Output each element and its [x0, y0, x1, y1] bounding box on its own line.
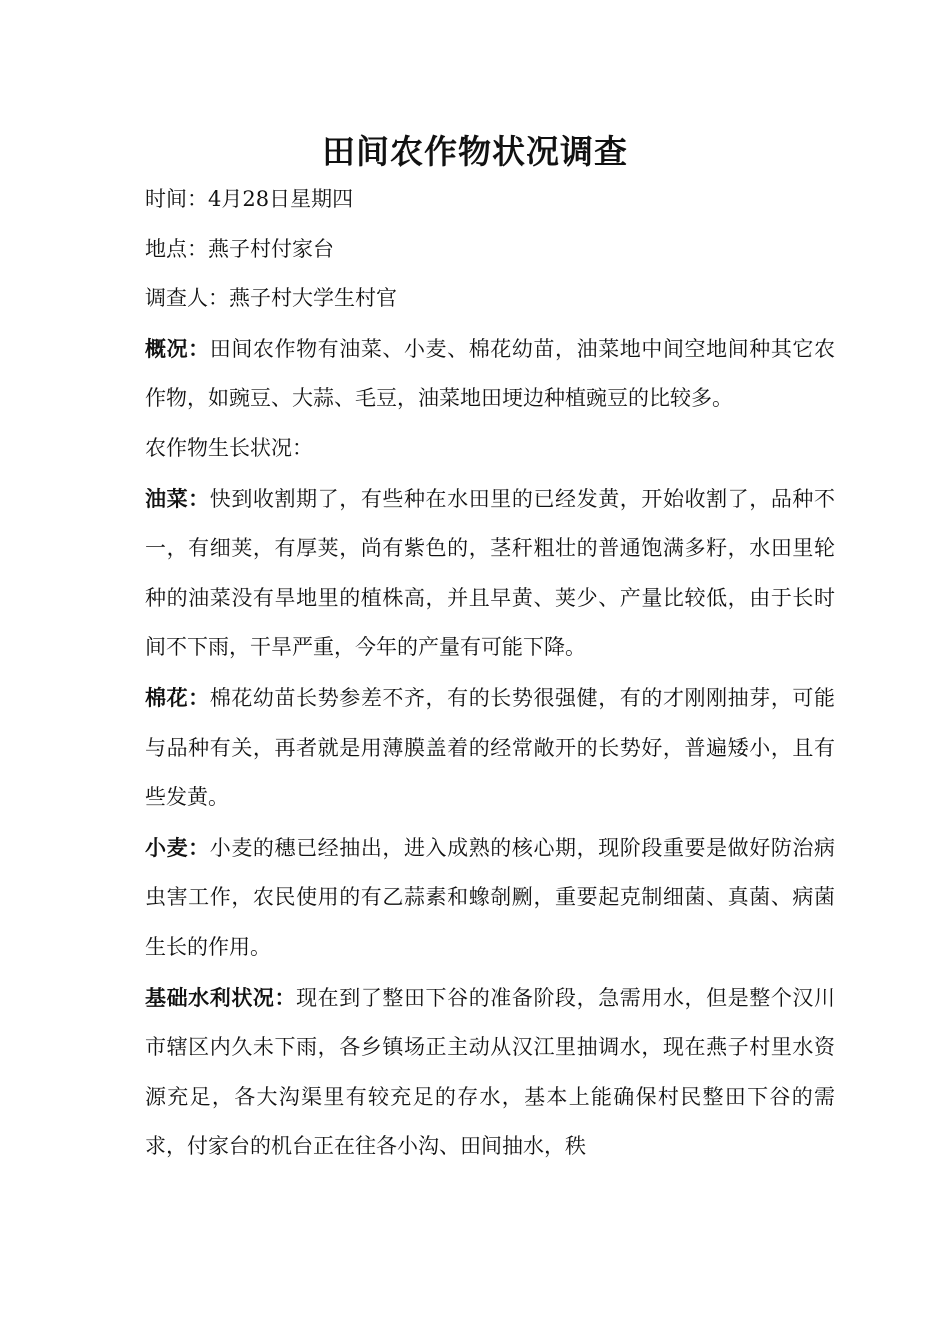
document-title: 田间农作物状况调查: [322, 132, 628, 171]
irrigation-label: 基础水利状况：: [145, 984, 297, 1010]
irrigation-text: 现在到了整田下谷的准备阶段，急需用水，但是整个汉川市辖区内久未下雨，各乡镇场正主动从汉江里抽调水，现在燕子村里水资源充足，各大沟渠里有较充足的存水，基本上能确保村民整田下谷的需求，付家台的机台正在往各小沟、田间抽水，秩: [145, 985, 836, 1159]
time-line: 时间：4月28日星期四: [145, 187, 354, 211]
overview-text: 田间农作物有油菜、小麦、棉花幼苗，油菜地中间空地间种其它农作物，如豌豆、大蒜、毛豆，油菜地田埂边种植豌豆的比较多。: [145, 336, 836, 411]
overview-label: 概况：: [145, 335, 210, 361]
rapeseed-label: 油菜：: [145, 485, 210, 511]
document-body: [145, 175, 835, 1172]
cotton-text: 棉花幼苗长势参差不齐，有的长势很强健，有的才刚刚抽芽，可能与品种有关，再者就是用薄膜盖着的经常敞开的长势好，普遍矮小，且有些发黄。: [145, 685, 836, 810]
irrigation-paragraph: [145, 973, 835, 1172]
overview-paragraph: [145, 324, 835, 424]
cotton-label: 棉花：: [145, 684, 210, 710]
rapeseed-paragraph: [145, 474, 835, 673]
wheat-label: 小麦：: [145, 834, 210, 860]
wheat-text: 小麦的穗已经抽出，进入成熟的核心期，现阶段重要是做好防治病虫害工作，农民使用的有乙蒜素和蟓剞劂，重要起克制细菌、真菌、病菌生长的作用。: [145, 835, 836, 959]
investigator-line: 调查人：燕子村大学生村官: [145, 286, 397, 311]
cotton-paragraph: [145, 673, 835, 823]
place-line: 地点：燕子村付家台: [145, 236, 334, 261]
growth-heading: 农作物生长状况：: [145, 435, 313, 460]
rapeseed-text: 快到收割期了，有些种在水田里的已经发黄，开始收割了，品种不一，有细荚，有厚荚，尚有紫色的，茎秆粗壮的普通饱满多籽，水田里轮种的油菜没有旱地里的植株高，并且早黄、荚少、产量比较低，由于长时间不下雨，干旱严重，今年的产量有可能下降。: [145, 486, 836, 660]
wheat-paragraph: [145, 823, 835, 973]
